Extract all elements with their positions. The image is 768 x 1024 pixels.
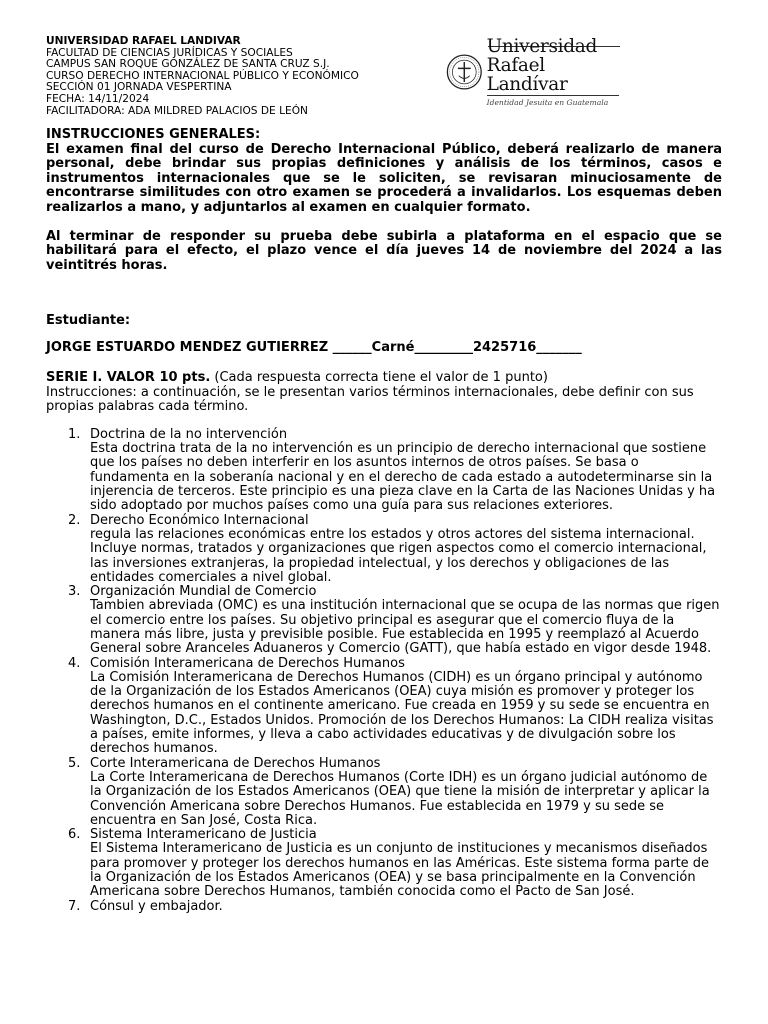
university-logo	[446, 36, 626, 107]
document-header	[46, 36, 722, 126]
term-number: 5.	[68, 755, 81, 771]
term-number: 6.	[68, 827, 81, 843]
term-title: Corte Interamericana de Derechos Humanos	[90, 755, 381, 771]
term-item	[46, 585, 722, 656]
term-number: 2.	[68, 512, 81, 528]
term-title: Cónsul y embajador.	[90, 898, 223, 914]
term-definition: Tambien abreviada (OMC) es una institución internacional que se ocupa de las normas que rigen el comercio entre los países. Su objetivo principal es asegurar que el comercio fluya de la manera más libre, justa y previsible posible. Fue establecida en 1995 y reemplazó al Acuerdo General sobre Aranceles Aduaneros y Comercio (GATT), que había estado en vigor desde 1948.	[90, 598, 720, 657]
header-date: FECHA: 14/11/2024	[46, 92, 150, 105]
term-title: Sistema Interamericano de Justicia	[90, 827, 317, 843]
header-university: UNIVERSIDAD RAFAEL LANDIVAR	[46, 35, 241, 47]
serie-note: (Cada respuesta correcta tiene el valor de 1 punto)	[214, 370, 548, 386]
term-number: 3.	[68, 584, 81, 600]
logo-rule	[487, 95, 619, 96]
student-label: Estudiante:	[46, 313, 131, 329]
serie-instructions: Instrucciones: a continuación, se le presentan varios términos internacionales, debe definir con sus propias palabras cada término.	[46, 384, 694, 415]
term-definition: La Corte Interamericana de Derechos Humanos (Corte IDH) es un órgano judicial autónomo de la Organización de los Estados Americanos (OEA) que tiene la misión de interpretar y aplicar la Convención Americana sobre Derechos Humanos. Fue establecida en 1979 y su sede se encuentra en San José, Costa Rica.	[90, 769, 710, 828]
serie-title: SERIE I. VALOR 10 pts.	[46, 370, 211, 386]
logo-line-2: Rafael Landívar	[486, 55, 568, 95]
header-section: SECCIÓN 01 JORNADA VESPERTINA	[46, 81, 232, 94]
term-item	[46, 900, 722, 914]
term-item	[46, 828, 722, 899]
terms-list	[46, 428, 722, 914]
term-title: Doctrina de la no intervención	[90, 426, 288, 442]
logo-line-1: Universidad	[486, 36, 598, 57]
university-seal-icon	[446, 53, 483, 91]
header-facilitator: FACILITADORA: ADA MILDRED PALACIOS DE LEÓN	[46, 104, 308, 117]
term-number: 4.	[68, 655, 81, 671]
term-title: Derecho Económico Internacional	[90, 512, 309, 528]
serie-heading	[46, 371, 722, 386]
term-item	[46, 657, 722, 757]
term-definition: Esta doctrina trata de la no intervención es un principio de derecho internacional que sostiene que los países no deben interferir en los asuntos internos de otros países. Se basa o fundamenta en la soberanía nacional y en el derecho de cada estado a autodeterminarse sin la injerencia de terceros. Este principio es una pieza clave en la Carta de las Naciones Unidas y ha sido adoptado por muchos países como una guía para sus relaciones exteriores.	[90, 441, 716, 514]
term-definition: La Comisión Interamericana de Derechos Humanos (CIDH) es un órgano principal y autónomo de la Organización de los Estados Americanos (OEA) cuya misión es promover y proteger los derechos humanos en el continente americano. Fue creada en 1959 y su sede se encuentra en Washington, D.C., Estados Unidos. Promoción de los Derechos Humanos: La CIDH realiza visitas a países, emite informes, y lleva a cabo actividades educativas y de divulgación sobre los derechos humanos.	[90, 669, 714, 757]
term-definition: El Sistema Interamericano de Justicia es un conjunto de instituciones y mecanismos diseñados para promover y proteger los derechos humanos en las Américas. Este sistema forma parte de la Organización de los Estados Americanos (OEA) y se basa principalmente en la Convención Americana sobre Derechos Humanos, también conocida como el Pacto de San José.	[90, 841, 710, 900]
header-faculty: FACULTAD DE CIENCIAS JURÍDICAS Y SOCIALES	[46, 46, 293, 59]
term-definition: regula las relaciones económicas entre los estados y otros actores del sistema internacional. Incluye normas, tratados y organizaciones que rigen aspectos como el comercio internacional, las inversiones extranjeras, la propiedad intelectual, y los derechos y obligaciones de las entidades comerciales a nivel global.	[90, 526, 707, 585]
general-instructions	[46, 128, 722, 273]
term-item	[46, 514, 722, 585]
instructions-paragraph-1: El examen final del curso de Derecho Internacional Público, deberá realizarlo de manera personal, debe brindar sus propias definiciones y análisis de los términos, casos e instrumentos internacionales que se le soliciten, se revisaran minuciosamente de encontrarse similitudes con otro examen se procederá a invalidarlos. Los esquemas deben realizarlos a mano, y adjuntarlos al examen en cualquier formato.	[46, 141, 722, 215]
exam-page	[46, 36, 722, 914]
term-item	[46, 757, 722, 828]
spacer	[46, 216, 722, 230]
instructions-paragraph-2: Al terminar de responder su prueba debe subirla a plataforma en el espacio que se habilitará para el efecto, el plazo vence el día jueves 14 de noviembre del 2024 a las veintitrés horas.	[46, 228, 722, 273]
term-title: Organización Mundial de Comercio	[90, 584, 317, 600]
student-name-line: JORGE ESTUARDO MENDEZ GUTIERREZ ______Carné_________2425716_______	[46, 340, 582, 356]
term-number: 1.	[68, 426, 81, 442]
instructions-title: INSTRUCCIONES GENERALES:	[46, 127, 261, 142]
header-campus: CAMPUS SAN ROQUE GONZÁLEZ DE SANTA CRUZ S.J.	[46, 58, 330, 71]
term-title: Comisión Interamericana de Derechos Humanos	[90, 655, 405, 671]
logo-tagline: Identidad Jesuita en Guatemala	[486, 98, 609, 107]
term-number: 7.	[68, 898, 81, 914]
term-item	[46, 428, 722, 514]
header-course: CURSO DERECHO INTERNACIONAL PÚBLICO Y ECONÓMICO	[46, 69, 359, 82]
logo-wordmark	[487, 37, 626, 107]
